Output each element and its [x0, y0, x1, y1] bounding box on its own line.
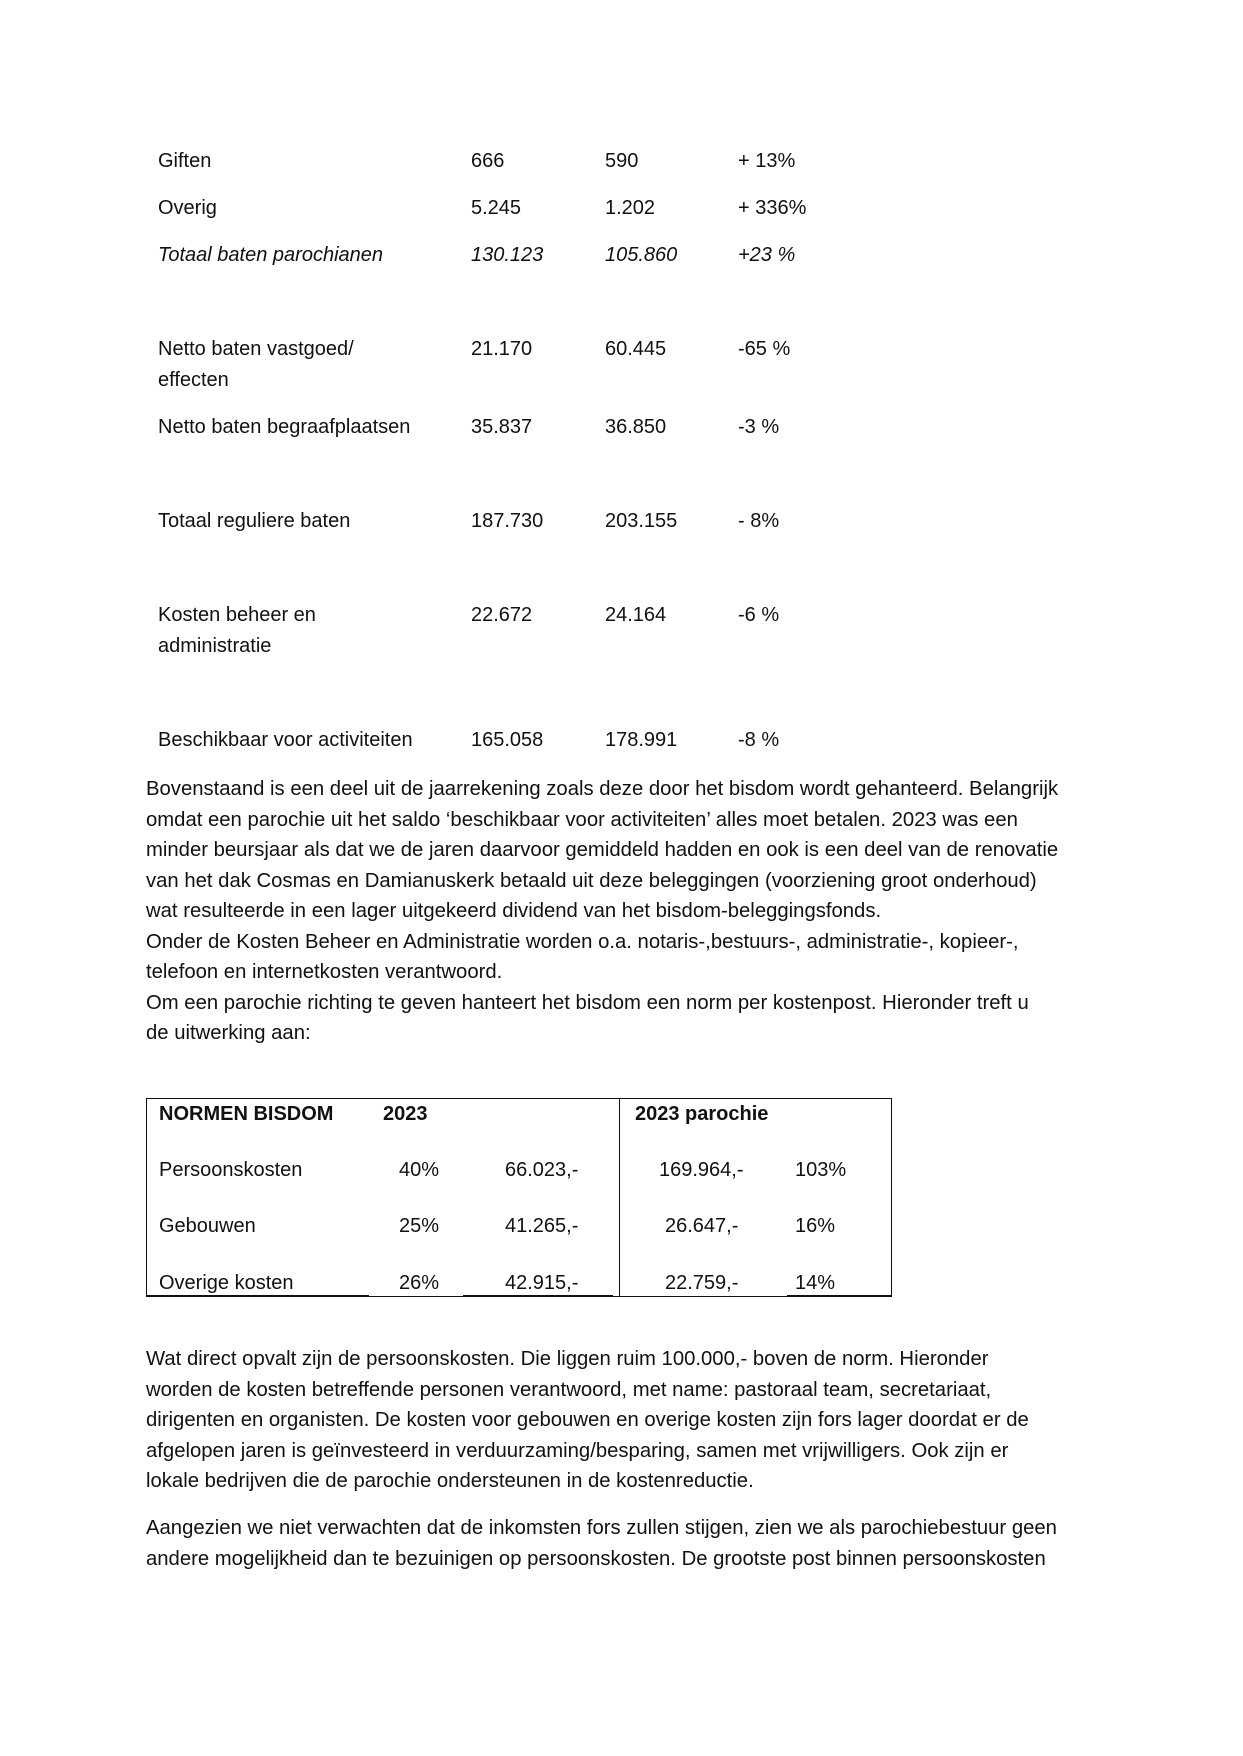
- paragraph-line: andere mogelijkheid dan te bezuinigen op persoonskosten. De grootste post binnen persoonskosten: [146, 1547, 1046, 1570]
- paragraph-line: telefoon en internetkosten verantwoord.: [146, 961, 503, 983]
- paragraph-explanation: [146, 774, 1106, 1049]
- fin-label: Giften: [158, 150, 212, 172]
- paragraph-personnel-costs: [146, 1344, 1106, 1497]
- fin-change: + 13%: [738, 150, 796, 172]
- fin-value-2023: 666: [471, 150, 505, 172]
- norms-row-parish-amount: 26.647,-: [665, 1215, 739, 1237]
- fin-value-2023: 187.730: [471, 510, 544, 532]
- fin-value-2022: 1.202: [605, 197, 656, 219]
- paragraph-line: Onder de Kosten Beheer en Administratie worden o.a. notaris-,bestuurs-, administratie-, kopieer-,: [146, 930, 1019, 953]
- fin-label: Totaal baten parochianen: [158, 244, 383, 266]
- paragraph-line: van het dak Cosmas en Damianuskerk betaald uit deze beleggingen (voorziening groot onderhoud): [146, 869, 1037, 892]
- norms-row-parish-pct: 16%: [795, 1215, 836, 1237]
- norms-parish-header: 2023 parochie: [635, 1103, 769, 1125]
- fin-value-2023: 22.672: [471, 604, 533, 626]
- paragraph-line: dirigenten en organisten. De kosten voor gebouwen en overige kosten zijn fors lager doordat er de: [146, 1409, 1029, 1431]
- norms-row-label: Overige kosten: [159, 1272, 294, 1294]
- fin-value-2023: 35.837: [471, 416, 533, 438]
- fin-change: -3 %: [738, 416, 780, 438]
- paragraph-line: Aangezien we niet verwachten dat de inkomsten fors zullen stijgen, zien we als parochiebestuur geen: [146, 1517, 1057, 1539]
- fin-change: + 336%: [738, 197, 807, 219]
- norms-row-parish-amount: 22.759,-: [665, 1272, 739, 1294]
- paragraph-line: omdat een parochie uit het saldo ‘beschikbaar voor activiteiten’ alles moet betalen. 2023 was een: [146, 808, 1018, 831]
- fin-value-2022: 590: [605, 150, 639, 172]
- paragraph-line: wat resulteerde in een lager uitgekeerd dividend van het bisdom-beleggingsfonds.: [146, 900, 882, 922]
- fin-label: Netto baten begraafplaatsen: [158, 416, 411, 438]
- norms-title: NORMEN BISDOM: [159, 1103, 334, 1125]
- column-divider: [619, 1099, 620, 1296]
- fin-label: [158, 600, 448, 662]
- paragraph-line: Bovenstaand is een deel uit de jaarrekening zoals deze door het bisdom wordt gehanteerd. Belangrijk: [146, 778, 1059, 800]
- fin-label-line: Netto baten vastgoed/: [158, 338, 354, 360]
- norms-row-parish-amount: 169.964,-: [659, 1159, 744, 1181]
- paragraph-line: worden de kosten betreffende personen verantwoord, met name: pastoraal team, secretariaat,: [146, 1378, 992, 1401]
- paragraph-line: afgelopen jaren is geïnvesteerd in verduurzaming/besparing, samen met vrijwilligers. Ook zijn er: [146, 1439, 1009, 1462]
- norms-row-parish-pct: 14%: [795, 1272, 836, 1294]
- fin-value-2022: 24.164: [605, 604, 667, 626]
- paragraph-line: Wat direct opvalt zijn de persoonskosten. Die liggen ruim 100.000,- boven de norm. Hieronder: [146, 1348, 989, 1370]
- paragraph-line: Om een parochie richting te geven hanteert het bisdom een norm per kostenpost. Hieronder treft u: [146, 991, 1029, 1014]
- fin-value-2023: 21.170: [471, 338, 533, 360]
- fin-change: +23 %: [738, 244, 796, 266]
- norms-row-label: Persoonskosten: [159, 1159, 303, 1181]
- paragraph-line: lokale bedrijven die de parochie ondersteunen in de kostenreductie.: [146, 1470, 754, 1492]
- fin-value-2022: 178.991: [605, 729, 678, 751]
- norms-row-parish-pct: 103%: [795, 1159, 847, 1181]
- norms-row-norm-amount: 42.915,-: [505, 1272, 579, 1294]
- paragraph-budget-cuts: [146, 1513, 1106, 1574]
- fin-value-2022: 203.155: [605, 510, 678, 532]
- norms-row-norm-amount: 41.265,-: [505, 1215, 579, 1237]
- fin-label: Beschikbaar voor activiteiten: [158, 729, 413, 751]
- norms-row-norm-pct: 25%: [399, 1215, 440, 1237]
- fin-value-2023: 5.245: [471, 197, 522, 219]
- fin-label-line: Kosten beheer en: [158, 604, 316, 626]
- fin-value-2022: 105.860: [605, 244, 678, 266]
- norms-row-label: Gebouwen: [159, 1215, 256, 1237]
- norms-row-norm-pct: 40%: [399, 1159, 440, 1181]
- fin-change: -65 %: [738, 338, 791, 360]
- norms-year-header: 2023: [383, 1103, 428, 1125]
- fin-label: Overig: [158, 197, 217, 219]
- fin-label: [158, 334, 448, 396]
- norms-table: [146, 1098, 892, 1297]
- fin-label-line: administratie: [158, 635, 272, 657]
- norms-row-norm-pct: 26%: [399, 1272, 440, 1294]
- paragraph-line: minder beursjaar als dat we de jaren daarvoor gemiddeld hadden en ook is een deel van de renovatie: [146, 839, 1059, 861]
- fin-change: -6 %: [738, 604, 780, 626]
- fin-label-line: effecten: [158, 369, 229, 391]
- fin-value-2022: 36.850: [605, 416, 667, 438]
- fin-value-2022: 60.445: [605, 338, 667, 360]
- paragraph-line: de uitwerking aan:: [146, 1022, 311, 1044]
- fin-label: Totaal reguliere baten: [158, 510, 351, 532]
- fin-change: - 8%: [738, 510, 780, 532]
- fin-change: -8 %: [738, 729, 780, 751]
- norms-row-norm-amount: 66.023,-: [505, 1159, 579, 1181]
- fin-value-2023: 130.123: [471, 244, 544, 266]
- fin-value-2023: 165.058: [471, 729, 544, 751]
